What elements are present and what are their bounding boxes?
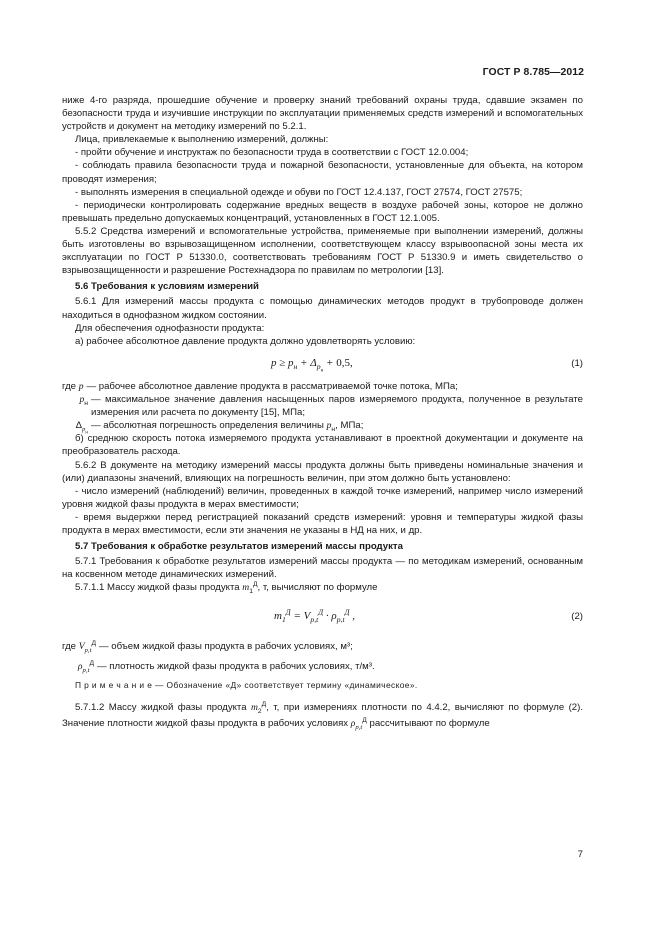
formula-1-number: (1) [571, 357, 583, 369]
paragraph: 5.7.1.1 Массу жидкой фазы продукта $m_1^Д$, т, вычисляют по формуле [75, 581, 378, 596]
list-item: - выполнять измерения в специальной одежде и обуви по ГОСТ 12.4.137, ГОСТ 27574, ГОСТ 27575; [75, 186, 523, 198]
paragraph: 5.7.1.2 Массу жидкой фазы продукта $m_2^Д$, т, при измерениях плотности по 4.4.2, вычисляют по формуле (2). Значение плотности жидкой фазы продукта в рабочих условиях $\rho_{p,t}^Д$ рассчитывают по формуле [62, 700, 583, 731]
paragraph: ниже 4-го разряда, прошедшие обучение и проверку знаний требований охраны труда, сдавшие экзамен по безопасности труда и изучившие инструкции по эксплуатации применяемых средств измерений и вспомогательных устройств и документ на методику измерений по 5.2.1. [62, 95, 583, 133]
list-item: - периодически контролировать содержание вредных веществ в воздухе рабочей зоны, которое не должно превышать предельно допускаемых концентраций, установленных в ГОСТ 12.1.005. [62, 199, 583, 224]
definition-text: — объем жидкой фазы продукта в рабочих условиях, м³; [99, 641, 353, 653]
formula-1 [62, 348, 583, 378]
definition-row [62, 419, 583, 435]
definition-row [62, 393, 583, 419]
paragraph: 5.5.2 Средства измерений и вспомогательные устройства, применяемые при выполнении измерений, должны быть изготовлены во взрывозащищенном исполнении, соответствующем классу взрывоопасной зоны места их эксплуатации по ГОСТ Р 51330.0, соответствовать требованиям ГОСТ Р 51330.9 и иметь свидетельство о взрывозащищенности и разрешение Ростехнадзора по правилам по метрологии [13]. [62, 225, 583, 277]
definition-row [62, 640, 583, 653]
paragraph: а) рабочее абсолютное давление продукта должно удовлетворять условию: [75, 335, 416, 347]
page-content [62, 94, 583, 732]
definitions-1 [62, 380, 583, 433]
definition-symbol: $p_н$ [79, 393, 88, 407]
paragraph: 5.6.1 Для измерений массы продукта с помощью динамических методов продукт в трубопроводе должен находиться в однофазном жидком состоянии. [62, 296, 583, 321]
note: П р и м е ч а н и е — Обозначение «Д» соответствует термину «динамическое». [75, 679, 418, 690]
formula-2 [62, 594, 583, 638]
doc-code-header: ГОСТ Р 8.785—2012 [482, 67, 584, 78]
paragraph: Для обеспечения однофазности продукта: [75, 322, 265, 334]
definition-symbol: где p [62, 380, 84, 392]
definition-row [62, 380, 583, 393]
definition-text: — абсолютная погрешность определения величины $p_н$, МПа; [91, 420, 364, 433]
definition-symbol: $\rho_{p,t}^Д$ [77, 659, 94, 674]
paragraph: Лица, привлекаемые к выполнению измерений, должны: [75, 134, 329, 146]
definition-symbol: где $V_{p,t}^Д$ [62, 640, 97, 655]
definition-symbol: $\Delta_{p_н}$ [75, 420, 88, 435]
list-item: - время выдержки перед регистрацией показаний средств измерений: уровня и температуры жидкой фазы продукта в мерах вместимости, если эти значения не указаны в НД на них, и др. [62, 511, 583, 536]
paragraph: 5.6.2 В документе на методику измерений массы продукта должны быть приведены номинальные значения и (или) диапазоны значений, влияющих на погрешность величин, при этом должно быть установлено: [62, 459, 583, 484]
formula-2-number: (2) [571, 611, 583, 623]
formula-2-expression: $m_1^Д = V_{p,t}^Д \cdot \rho_{p,t}^Д$ , [274, 607, 356, 625]
paragraph: б) среднюю скорость потока измеряемого продукта устанавливают в проектной документации и документе на преобразователь расхода. [62, 433, 583, 458]
list-item: - соблюдать правила безопасности труда и пожарной безопасности, установленные для объекта, на котором проводят измерения; [62, 160, 583, 185]
paragraph: 5.7.1 Требования к обработке результатов измерений массы продукта — по методикам измерений, основанным на косвенном методе динамических измерений. [62, 556, 583, 581]
section-heading-5-7: 5.7 Требования к обработке результатов измерений массы продукта [75, 541, 403, 553]
definition-text: — максимальное значение давления насыщенных паров измеряемого продукта, полученное в результате измерения или расчета по документу [15], МПа; [91, 393, 583, 418]
definitions-2 [62, 640, 583, 672]
section-heading-5-6: 5.6 Требования к условиям измерений [75, 281, 259, 293]
definition-text: — плотность жидкой фазы продукта в рабочих условиях, т/м³. [97, 660, 375, 672]
list-item: - число измерений (наблюдений) величин, проведенных в каждой точке измерений, например число измерений уровня жидкой фазы продукта в мерах вместимости; [62, 485, 583, 510]
definition-row [62, 660, 583, 673]
definition-text: — рабочее абсолютное давление продукта в рассматриваемой точке потока, МПа; [86, 380, 458, 392]
list-item: - пройти обучение и инструктаж по безопасности труда в соответствии с ГОСТ 12.0.004; [75, 147, 469, 159]
page-number: 7 [577, 849, 583, 860]
formula-1-expression: $p \ge p_н + \Delta_{p_н} + 0,5$, [271, 356, 353, 374]
